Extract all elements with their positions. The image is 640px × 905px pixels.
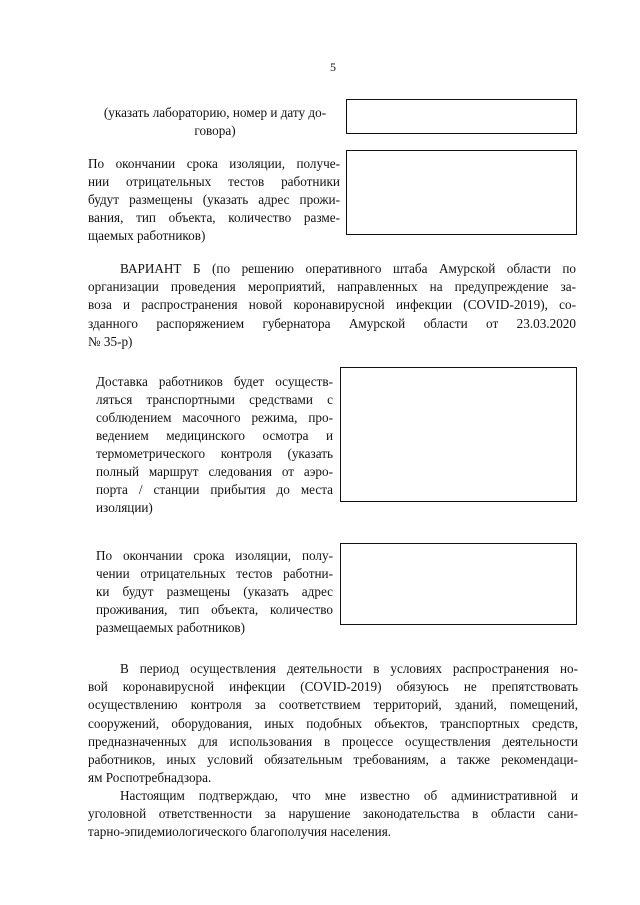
- confirmation-paragraph: [88, 787, 578, 842]
- obligation-line: сооружений, оборудования, иных подобных объектов, транспортных средств,: [88, 715, 578, 731]
- obligation-line: вой коронавирусной инфекции (COVID-2019) обязуюсь не препятствовать: [88, 679, 578, 695]
- delivery-label-line: ляться транспортными средствами с: [96, 392, 333, 407]
- placement-label-2-line: проживания, тип объекта, количество: [96, 602, 333, 617]
- obligation-line: ям Роспотребнадзора.: [88, 770, 212, 786]
- delivery-label-line: Доставка работников будет осуществ-: [96, 374, 333, 389]
- delivery-label-line: порта / станции прибытия до места: [96, 482, 333, 497]
- placement-label-2-line: ки будут размещены (указать адрес: [96, 584, 333, 599]
- placement-label-2-line: чении отрицательных тестов работни-: [96, 566, 333, 581]
- confirmation-line: Настоящим подтверждаю, что мне известно об административной и: [120, 788, 578, 803]
- placement-label-2: [96, 547, 333, 637]
- placement-label-1-line: нии отрицательных тестов работники: [88, 174, 340, 189]
- variant-b-line: воза и распространения новой коронавирусной инфекции (COVID-2019), со-: [88, 297, 576, 313]
- lab-label-line: (указать лабораторию, номер и дату до-: [103, 105, 327, 120]
- obligation-paragraph: [88, 660, 578, 787]
- confirmation-line: тарно-эпидемиологического благополучия населения.: [88, 824, 392, 840]
- variant-b-line: ВАРИАНТ Б (по решению оперативного штаба Амурской области по: [120, 261, 576, 276]
- lab-field[interactable]: [346, 99, 577, 134]
- placement-label-1-line: По окончании срока изоляции, получе-: [88, 156, 340, 171]
- placement-field-1[interactable]: [346, 150, 577, 235]
- placement-label-1-line: вания, тип объекта, количество разме-: [88, 210, 340, 225]
- placement-field-2[interactable]: [340, 543, 577, 625]
- page-number: 5: [330, 60, 336, 74]
- obligation-line: В период осуществления деятельности в условиях распространения но-: [120, 661, 578, 676]
- obligation-line: работников, иных условий обязательным требованиям, а также рекомендаци-: [88, 752, 578, 768]
- delivery-label-line: термометрического контроля (указать: [96, 446, 333, 461]
- delivery-field[interactable]: [340, 367, 577, 502]
- placement-label-1: [88, 155, 340, 245]
- delivery-label-line: соблюдением масочного режима, про-: [96, 410, 333, 425]
- confirmation-line: уголовной ответственности за нарушение законодательства в области сани-: [88, 806, 578, 822]
- delivery-label-line: ведением медицинского осмотра и: [96, 428, 333, 443]
- delivery-label-line: полный маршрут следования от аэро-: [96, 464, 333, 479]
- variant-b-line: № 35-р): [88, 333, 133, 349]
- variant-b-paragraph: [88, 260, 576, 351]
- delivery-label-line: изоляции): [96, 500, 153, 515]
- variant-b-line: организации проведения мероприятий, направленных на предупреждение за-: [88, 279, 576, 295]
- placement-label-1-line: будут размещены (указать адрес прожи-: [88, 192, 340, 207]
- variant-b-line: зданного распоряжением губернатора Амурской области от 23.03.2020: [88, 315, 576, 331]
- placement-label-1-line: щаемых работников): [88, 228, 206, 243]
- lab-label-line: говора): [194, 123, 236, 138]
- placement-label-2-line: размещаемых работников): [96, 620, 246, 635]
- obligation-line: осуществлению контроля за соответствием территорий, зданий, помещений,: [88, 697, 578, 713]
- delivery-label: [96, 373, 333, 517]
- obligation-line: предназначенных для использования в процессе осуществления деятельности: [88, 733, 578, 749]
- lab-label: [92, 104, 338, 140]
- placement-label-2-line: По окончании срока изоляции, полу-: [96, 548, 333, 563]
